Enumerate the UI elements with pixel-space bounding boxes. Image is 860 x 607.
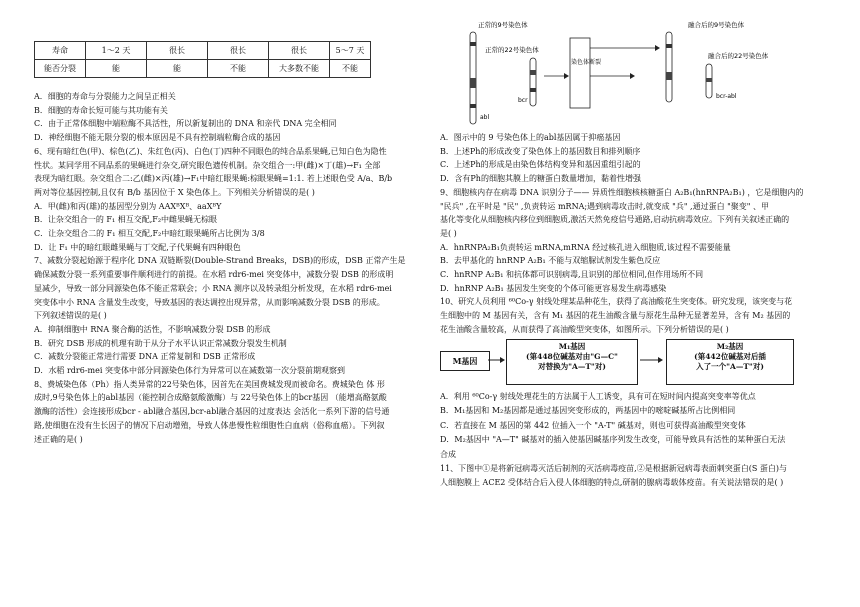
label-bcr: bcr: [518, 97, 528, 104]
text-line: "民兵" ,在平时是 "民" ,负责转运 mRNA;遇到病毒攻击时,就变成 "兵" ,通过蛋白 "聚变" 、甲: [440, 201, 770, 211]
text-line: 6、现有暗红色(甲)、棕色(乙)、朱红色(丙)、白色(丁)四种不同眼色的纯合品系果蝇,已知白色为隐性: [34, 146, 387, 156]
label-break: 染色体断裂: [571, 59, 602, 66]
m2-gene-box: [666, 339, 794, 385]
text-line: B．细胞的寿命长短可能与其功能有关: [34, 105, 168, 115]
table-cell: 5～7 天: [330, 42, 371, 60]
table-cell: 大多数不能: [269, 60, 330, 78]
band: [470, 104, 476, 108]
text-line: 基化等变化从细胞核内移位到细胞质,激活天然免疫信号通路,启动抗病毒效应。下列有关叙述正确的: [440, 215, 790, 225]
table-row: [35, 42, 371, 60]
text-line: 生细胞中的 M 基因有关，含有 M₁ 基因的花生油酸含量与原花生品种无显著差异，含有 M₂ 基因的: [440, 311, 791, 321]
text-line: 8、费城染色体（Ph）指人类异常的22号染色体，因首先在美国费城发现而被命名。费城染色 体 形: [34, 379, 385, 389]
m2-gene-desc: 入了一个"A—T"对): [696, 362, 764, 371]
chromosome-translocation-diagram: [440, 18, 845, 130]
band: [530, 88, 536, 92]
text-line: D．M₂基因中 "A—T" 碱基对的插入使基因碱基序列发生改变，可能导致具有活性的某种蛋白无法: [440, 435, 786, 445]
text-line: A．图示中的 9 号染色体上的abl基因属于抑癌基因: [440, 133, 621, 142]
text-line: 9、细胞核内存在病毒 DNA 识别分子—— 异质性细胞核核糖蛋白 A₂B₁(hnRNPA₂B₁) ，它是细胞内的: [440, 187, 804, 197]
text-line: C．让杂交组合二的 F₁ 相互交配,F₂中暗红眼果蝇所占比例为 3/8: [34, 229, 265, 239]
arrow-m1-to-m2: [638, 339, 668, 387]
text-line: A．hnRNPA₂B₁负责转运 mRNA,mRNA 经过核孔进入细胞质,该过程不需要能量: [440, 242, 731, 252]
text-line: C．减数分裂能正常进行需要 DNA 正常复制和 DSB 正常形成: [34, 352, 256, 362]
band: [666, 72, 672, 80]
table-cell: 1～2 天: [86, 42, 147, 60]
label-fused-chr9: 融合后的9号染色体: [688, 21, 745, 29]
table-cell: 能: [86, 60, 147, 78]
text-line: 是( ): [440, 228, 457, 238]
table-cell: 很长: [147, 42, 208, 60]
text-line: 7、减数分裂起始源于程序化 DNA 双链断裂(Double-Strand Breaks，DSB)的形成，DSB 正常产生是: [34, 256, 406, 266]
arrow-head: [630, 73, 635, 79]
text-line: A．甲(雌)和丙(雄)的基因型分别为 AAXᴮXᴮ、aaXᴮY: [34, 201, 222, 211]
text-line: 表现为暗红眼。杂交组合二:乙(雌)×丙(雄)→F₁中暗红眼果蝇:棕眼果蝇=1:1. 若上述眼色受 A/a、B/b: [34, 174, 393, 184]
chromosome-break-box: [570, 38, 590, 108]
text-line: 下列叙述错误的是( ): [34, 311, 107, 321]
m1-gene-box: [506, 339, 638, 385]
text-line: A．抑制细胞中 RNA 聚合酶的活性，不影响减数分裂 DSB 的形成: [34, 324, 271, 334]
band: [706, 78, 712, 82]
text-line: 成时,9号染色体上的abl基因（能控制合成酪氨酸激酶）与 22号染色体上的bcr基因 （能增高酪氨酸: [34, 393, 387, 403]
m-gene-label: M基因: [452, 356, 478, 366]
text-line: 性状。某同学用不同品系的果蝇进行杂交,研究眼色遗传机制。杂交组合一:甲(雌)×丁(雄)→F₁ 全部: [34, 160, 381, 170]
table-cell: 寿命: [35, 42, 86, 60]
text-line: D．水稻 rdr6-mei 突变体中部分同源染色体行为异常可以在减数第一次分裂前期观察到: [34, 366, 345, 376]
m1-gene-title: M₁基因: [558, 342, 586, 351]
label-normal-chr9: 正常的9号染色体: [478, 21, 528, 29]
cell-lifespan-table: [34, 41, 371, 78]
table-cell: 不能: [208, 60, 269, 78]
text-line: D．hnRNP A₂B₁ 基因发生突变的个体可能更容易发生病毒感染: [440, 283, 667, 293]
table-cell: 很长: [269, 42, 330, 60]
band: [470, 42, 476, 46]
text-line: 述正确的是( ): [34, 434, 83, 444]
m2-gene-desc: (第442位碱基对后插: [694, 352, 766, 361]
text-line: 路,使细胞在没有生长因子的情况下启动增殖，导致人体患慢性粒细胞性白血病（俗称血癌）。下列叙: [34, 420, 385, 430]
text-line: C．上述Ph的形成是由染色体结构变异和基因重组引起的: [440, 160, 641, 170]
text-line: C．由于正常体细胞中端粒酶不具活性，所以新复制出的 DNA 和亲代 DNA 完全相同: [34, 119, 337, 129]
text-line: 激酶的活性）会连接形成bcr - abl融合基因,bcr-abl融合基因的过度表达 会活化一系列下游的信号通: [34, 407, 390, 417]
m2-gene-title: M₂基因: [716, 342, 744, 351]
text-line: 显减少，导致一部分同源染色体不能正常联会；小 RNA 测序以及转录组分析发现，在水稻 rdr6-mei: [34, 283, 392, 293]
text-line: C．hnRNP A₂B₁ 和抗体都可识别病毒,且识别的部位相同,但作用场所不同: [440, 270, 704, 280]
text-line: A．细胞的寿命与分裂能力之间呈正相关: [34, 92, 176, 101]
right-column-text-bottom: [440, 390, 845, 491]
text-line: B．M₁基因和 M₂基因都是通过基因突变形成的，两基因中的嘧啶碱基所占比例相同: [440, 406, 736, 416]
table-cell: 能: [147, 60, 208, 78]
text-line: B．去甲基化的 hnRNP A₂B₁ 不能与双缩脲试剂发生紫色反应: [440, 256, 661, 266]
text-line: B．上述Ph的形成改变了染色体上的基因数目和排列顺序: [440, 146, 641, 156]
text-line: D．让 F₁ 中的暗红眼雌果蝇与丁交配,子代果蝇有四种眼色: [34, 242, 241, 252]
arrow-head: [655, 45, 660, 51]
text-line: A．利用 ⁶⁰Co-γ 射线处理花生的方法属于人工诱变，具有可在短时间内提高突变率等优点: [440, 392, 756, 401]
right-column-text-top: [440, 131, 845, 337]
label-fused-chr22: 融合后的22号染色体: [708, 52, 769, 60]
text-line: B．让杂交组合一的 F₁ 相互交配,F₂中雌果蝇无棕眼: [34, 215, 218, 225]
band: [666, 44, 672, 48]
band: [470, 78, 476, 88]
text-line: D．神经细胞不能无限分裂的根本原因是不具有控制端粒酶合成的基因: [34, 133, 281, 143]
text-line: 合成: [440, 449, 456, 459]
text-line: D．含有Ph的细胞其膜上的糖蛋白数量增加，黏着性增强: [440, 174, 641, 184]
m1-gene-desc: (第448位碱基对由"G—C": [526, 352, 618, 361]
arrow-head: [564, 73, 569, 79]
m1-gene-desc: 对替换为"A—T"对): [538, 362, 606, 371]
text-line: 两对等位基因控制,且仅有 B/b 基因位于 X 染色体上。下列相关分析错误的是( ): [34, 187, 315, 197]
text-line: 确保减数分裂一系列重要事件顺利进行的前提。在水稻 rdr6-mei 突变体中，减数分裂 DSB 的形成明: [34, 270, 394, 280]
m-gene-box: [440, 351, 490, 371]
label-bcr-abl: bcr-abl: [716, 93, 737, 100]
text-line: C．若直接在 M 基因的第 442 位插入一个 "A-T" 碱基对，则也可获得高油酸型突变体: [440, 420, 746, 430]
fused-chr9: [666, 32, 672, 102]
text-line: 10、研究人员利用 ⁶⁰Co-γ 射线处理某品种花生，获得了高油酸花生突变体。研究发现，该突变与花: [440, 297, 793, 307]
table-cell: 不能: [330, 60, 371, 78]
text-line: 花生油酸含量较高，从而获得了高油酸型突变体，如图所示。下列分析错误的是( ): [440, 324, 729, 334]
normal-chr22: [530, 58, 536, 106]
table-cell: 很长: [208, 42, 269, 60]
label-abl: abl: [480, 114, 490, 121]
text-line: B．研究 DSB 形成的机理有助于从分子水平认识正常减数分裂发生机制: [34, 338, 287, 348]
text-line: 人细胞膜上 ACE2 受体结合后入侵人体细胞的特点,研制的腺病毒载体疫苗。有关说法错误的是( ): [440, 478, 784, 488]
text-line: 突变体中小 RNA 含量发生改变，导致基因的表达调控出现异常，从而影响减数分裂 DSB 的形成。: [34, 297, 385, 307]
band: [530, 70, 536, 75]
left-column-text: [34, 90, 436, 446]
table-row: [35, 60, 371, 78]
text-line: 11、下图中①是将新冠病毒灭活后制剂的灭活病毒疫苗,②是根据新冠病毒表面刺突蛋白(S 蛋白)与: [440, 464, 787, 474]
label-normal-chr22: 正常的22号染色体: [485, 46, 539, 54]
m-gene-mutation-diagram: [440, 339, 845, 387]
table-cell: 能否分裂: [35, 60, 86, 78]
